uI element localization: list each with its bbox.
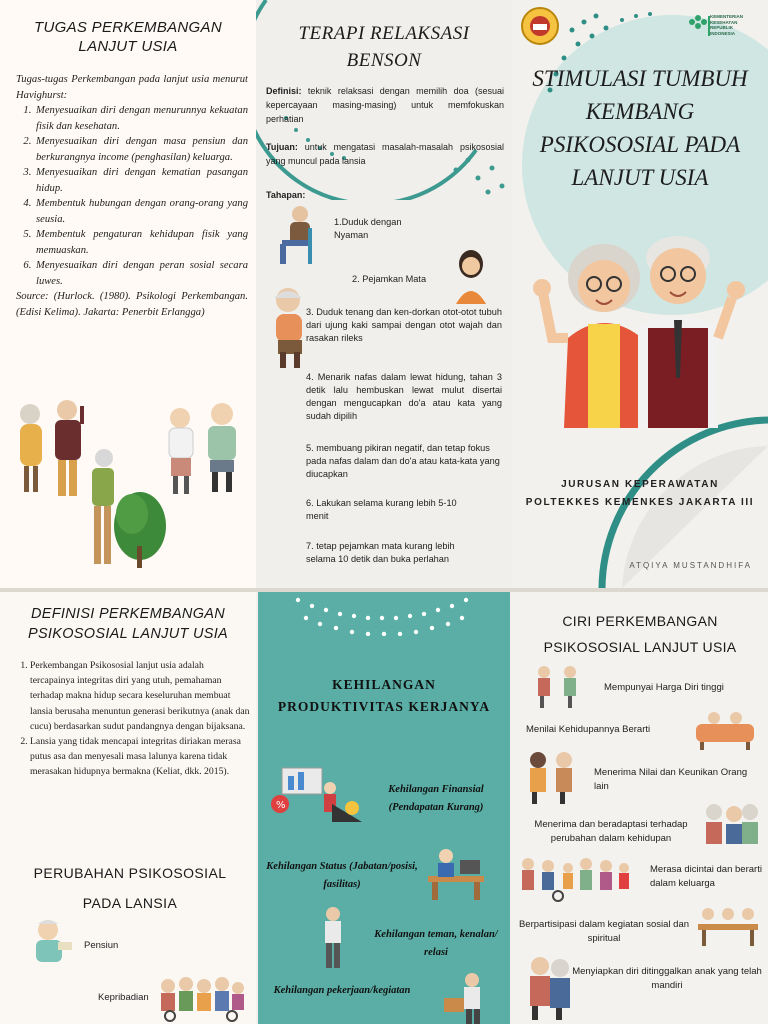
couple-sofa-icon [692,710,758,750]
panel-terapi-benson [256,0,512,588]
step-4: 4. Menarik nafas dalam lewat hidung, tahan 3 detik lalu hembuskan lewat mulut disertai dengan mengucapkan do'a atau kata yang sudah dipilih [306,372,502,421]
panel-tugas-perkembangan [0,0,256,588]
loss-job: Kehilangan pekerjaan/kegiatan [273,985,411,996]
elder-group-icon [700,802,762,848]
task-item: 1. Menyesuaikan diri dengan menurunnya kekuatan fisik dan kesehatan. [34,103,248,134]
definition-list [30,658,250,780]
elders-pair-icon [524,750,580,804]
seated-elder-icon [274,204,322,266]
task-item: 6. Menyesuaikan diri dengan peran sosial secara luwes. [34,258,248,289]
panel-title: KEHILANGAN PRODUKTIVITAS KERJANYA [277,677,491,714]
definition-text [14,658,250,780]
trait-social-spiritual: Berpartisipasi dalam kegiatan sosial dan spiritual [518,919,690,944]
decorative-dots-arc [258,592,510,662]
author-name: ATQIYA MUSTANDHIFA [629,561,752,570]
purpose-label: Tujuan: [266,142,298,152]
loss-friends: Kehilangan teman, kenalan/ relasi [374,929,498,958]
panel-kehilangan [258,592,510,1024]
activity-group-icon [694,904,762,948]
tasks-list [34,103,248,289]
couple-icon [530,664,586,708]
department-line-1: JURUSAN KEPERAWATAN [561,479,719,490]
task-item: 4. Membentuk hubungan dengan orang-orang yang seusia. [34,196,248,227]
definition-item: 1. Perkembangan Psikososial lanjut usia adalah tercapainya integritas diri yang utuh, pemahaman terhadap makna hidup secara keseluruhan membuat lansia berusaha menuntun generasi berikutnya (anak dan cucu) berdasarkan sudut pandangnya dengan bijaksana. [30,658,250,734]
relaxing-elder-icon [264,286,312,370]
trait-self-esteem: Mempunyai Harga Diri tinggi [604,682,724,693]
definition-text: teknik relaksasi dengan memilih doa (sesuai kepercayaan masing-masing) untuk memfokuskan perhatian [266,86,504,124]
step-2: 2. Pejamkan Mata [352,274,427,284]
department-block [524,476,756,512]
task-item: 2. Menyesuaikan diri dengan masa pensiun dan berkurangnya income (penghasilan) keluarga. [34,134,248,165]
panel-title: TERAPI RELAKSASI BENSON [298,23,470,71]
section-subtitle: PERUBAHAN PSIKOSOSIAL PADA LANSIA [33,865,227,911]
panel-ciri [512,592,768,1024]
finance-icon [266,764,366,826]
task-item: 3. Menyesuaikan diri dengan kematian pasangan hidup. [34,165,248,196]
standing-man-icon [318,906,348,970]
woman-eyes-closed-icon [450,248,492,304]
panel-title: DEFINISI PERKEMBANGAN PSIKOSOSIAL LANJUT USIA [27,606,229,642]
source-citation: Source: (Hurlock. (1980). Psikologi Perkembangan. (Edisi Kelima). Jakarta: Penerbit Erlangga) [16,291,248,318]
cover-title: STIMULASI TUMBUH KEMBANG PSIKOSOSIAL PADA LANJUT USIA [532,66,748,190]
loss-financial: Kehilangan Finansial (Pendapatan Kurang) [388,784,484,813]
panel-title: TUGAS PERKEMBANGAN LANJUT USIA [34,19,222,55]
step-3: 3. Duduk tenang dan ken-dorkan otot-otot tubuh dari ujung kaki sampai dengan otot wajah dan rasakan rileks [306,307,502,343]
task-item: 5. Membentuk pengaturan kehidupan fisik yang memuaskan. [34,227,248,258]
trait-loved-family: Merasa dicintai dan berarti dalam keluarga [650,864,762,889]
panel-title: CIRI PERKEMBANGAN PSIKOSOSIAL LANJUT USIA [543,613,737,655]
tasks-text [16,72,248,320]
definition-block [266,84,504,126]
change-personality: Kepribadian [98,992,149,1003]
trait-adapt-change: Menerima dan beradaptasi terhadap perubahan dalam kehidupan [534,819,688,844]
panel-cover [512,0,768,588]
panel-definisi [0,592,256,1024]
purpose-text: untuk mengatasi masalah-masalah psikososial yang muncul pada lansia [266,142,504,166]
kemenkes-logo-text: KEMENTERIAN KESEHATAN REPUBLIK INDONESIA [710,14,744,36]
family-icon [518,854,634,902]
change-retirement: Pensiun [84,940,119,951]
tasks-intro: Tugas-tugas Perkembangan pada lanjut usia menurut Havighurst: [16,74,248,101]
trait-life-meaningful: Menilai Kehidupannya Berarti [526,724,651,735]
step-1: 1.Duduk dengan Nyaman [334,217,402,240]
elderly-group-illustration [12,396,244,572]
office-worker-icon [424,846,488,902]
elderly-couple-illustration [532,228,752,438]
definition-label: Definisi: [266,86,302,96]
trait-accept-others: Menerima Nilai dan Keunikan Orang lain [594,767,748,792]
steps-label: Tahapan: [266,190,306,200]
step-5: 5. membuang pikiran negatif, dan tetap fokus pada nafas dalam dan do'a atau kata-kata yang diucapkan [306,443,500,479]
poltekkes-logo [520,6,560,46]
elder-with-boxes-icon [442,970,490,1024]
retiree-icon [28,918,74,964]
trait-independent-children: Menyiapkan diri ditinggalkan anak yang telah mandiri [572,966,762,991]
step-6: 6. Lakukan selama kurang lebih 5-10 menit [306,498,457,521]
purpose-block [266,140,504,168]
group-elders-icon [158,974,244,1022]
step-7: 7. tetap pejamkan mata kurang lebih selama 10 detik dan buka perlahan [306,541,455,564]
definition-item: 2. Lansia yang tidak mencapai integritas diriakan merasa putus asa dan menyesali masa lalunya karena tidak merasakan hidupnya bermakna (Keliat, dkk. 2015). [30,734,250,780]
svg-text:%: % [276,800,286,811]
department-line-2: POLTEKKES KEMENKES JAKARTA III [525,497,755,508]
loss-status: Kehilangan Status (Jabatan/posisi, fasilitas) [266,861,418,890]
